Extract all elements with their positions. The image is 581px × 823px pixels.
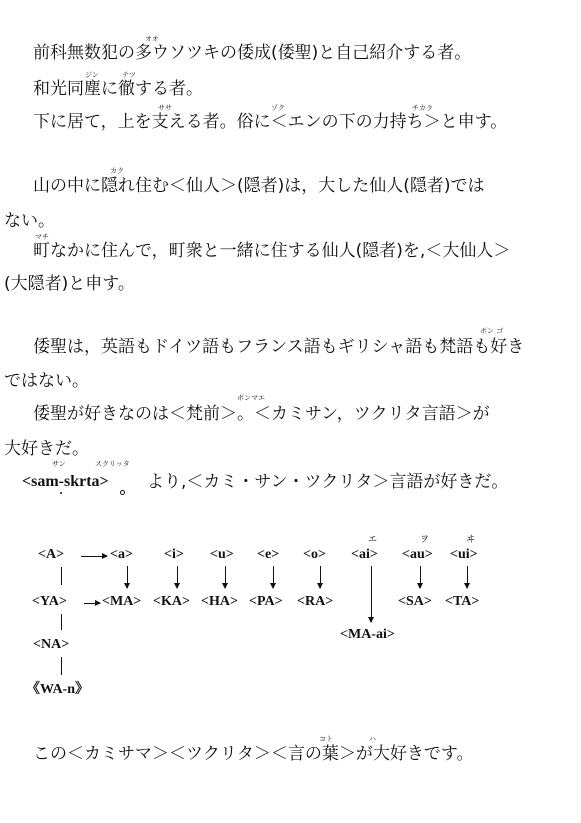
ruby-zoku: ゾク: [271, 104, 285, 112]
diacritic-ring-r: [120, 490, 125, 495]
kana-e: エ: [368, 535, 378, 545]
closing-line: [33, 744, 473, 764]
node-NA: <NA>: [33, 637, 70, 652]
diacritic-dot-m: [60, 492, 62, 494]
sanskrit-term: <sam-skrta>: [22, 473, 109, 490]
ruby-ha: ハ: [369, 735, 376, 743]
closing-post: ＞が大好きです。: [338, 744, 474, 764]
arrow-YA-MA: [84, 603, 100, 604]
p1-line1: 前科無数犯の多ウソツキの倭成(倭聖)と自己紹介する者。: [33, 43, 472, 63]
p3-line1: 倭聖は，英語もドイツ語もフランス語もギリシャ語も梵語も好き: [33, 337, 525, 357]
node-PA: <PA>: [249, 594, 283, 609]
ruby-chikara: チカラ: [412, 104, 433, 112]
node-ai: <ai>: [351, 547, 378, 562]
node-i: <i>: [164, 547, 184, 562]
closing-pre: この＜カミサマ＞＜ツクリタ＞＜: [33, 744, 288, 764]
node-KA: <KA>: [153, 594, 190, 609]
node-SA: <SA>: [398, 594, 432, 609]
arrow-A-a: [81, 556, 107, 557]
p2-line1: 山の中に隠れ住む＜仙人＞(隠者)は，大した仙人(隠者)では: [33, 176, 485, 196]
p1-line3: 下に居て，上を支える者。俗に＜エンの下の力持ち＞と申す。: [33, 112, 508, 132]
ruby-machi: マチ: [35, 233, 49, 241]
ruby-bongo: ボン ゴ: [480, 327, 504, 335]
node-MA: <MA>: [102, 594, 142, 609]
node-A: <A>: [38, 547, 65, 562]
p3-line2: ではない。: [4, 371, 89, 391]
node-TA: <TA>: [445, 594, 480, 609]
arrow-a-MA: [127, 566, 128, 588]
p2-line3: 町なかに住んで，町衆と一緒に住する仙人(隠者)を,＜大仙人＞: [33, 241, 511, 261]
arrow-o-RA: [320, 566, 321, 588]
ruby-oo: オオ: [145, 35, 159, 43]
node-ui: <ui>: [450, 547, 478, 562]
line-YA-NA: [61, 614, 62, 630]
node-u: <u>: [210, 547, 234, 562]
p3-line5: より,＜カミ・サン・ツクリタ＞言語が好きだ。: [147, 472, 509, 492]
p3-line3: 倭聖が好きなのは＜梵前＞。＜カミサン，ツクリタ言語＞が: [33, 404, 490, 424]
kana-wi: ヰ: [466, 535, 476, 545]
node-MA-ai: <MA-ai>: [340, 627, 395, 642]
p3-line4: 大好きだ。: [4, 439, 89, 459]
line-A-YA: [61, 567, 62, 585]
arrow-au-SA: [420, 566, 421, 588]
closing-no: の: [304, 744, 322, 764]
node-YA: <YA>: [32, 594, 67, 609]
node-au: <au>: [402, 547, 433, 562]
ruby-jin: ジン: [85, 71, 99, 79]
ruby-koto: コト: [319, 735, 333, 743]
ruby-san: サン: [52, 460, 66, 468]
node-WA-n: 《WA-n》: [26, 682, 90, 697]
p1-line2: 和光同塵に徹する者。: [33, 79, 203, 99]
closing-kanji-ha: 葉: [321, 744, 339, 764]
closing-kanji-koto: 言: [287, 744, 305, 764]
node-e: <e>: [257, 547, 280, 562]
kana-wo: ヲ: [420, 535, 430, 545]
line-NA-WA-n: [61, 657, 62, 675]
arrow-ai-MA-ai: [371, 566, 372, 622]
p2-line4: (大隠者)と申す。: [4, 274, 135, 294]
ruby-sukuritta: スクリッタ: [95, 460, 130, 468]
arrow-ui-TA: [467, 566, 468, 588]
ruby-bonmae: ボンマエ: [237, 394, 265, 402]
arrow-i-KA: [177, 566, 178, 588]
ruby-kaku: カク: [110, 167, 124, 175]
node-a: <a>: [110, 547, 133, 562]
node-HA: <HA>: [201, 594, 238, 609]
p2-line2: ない。: [4, 211, 55, 231]
node-RA: <RA>: [297, 594, 334, 609]
arrow-e-PA: [273, 566, 274, 588]
node-o: <o>: [303, 547, 326, 562]
ruby-sasa: ササ: [158, 104, 172, 112]
arrow-u-HA: [225, 566, 226, 588]
ruby-tetsu: テツ: [122, 71, 136, 79]
